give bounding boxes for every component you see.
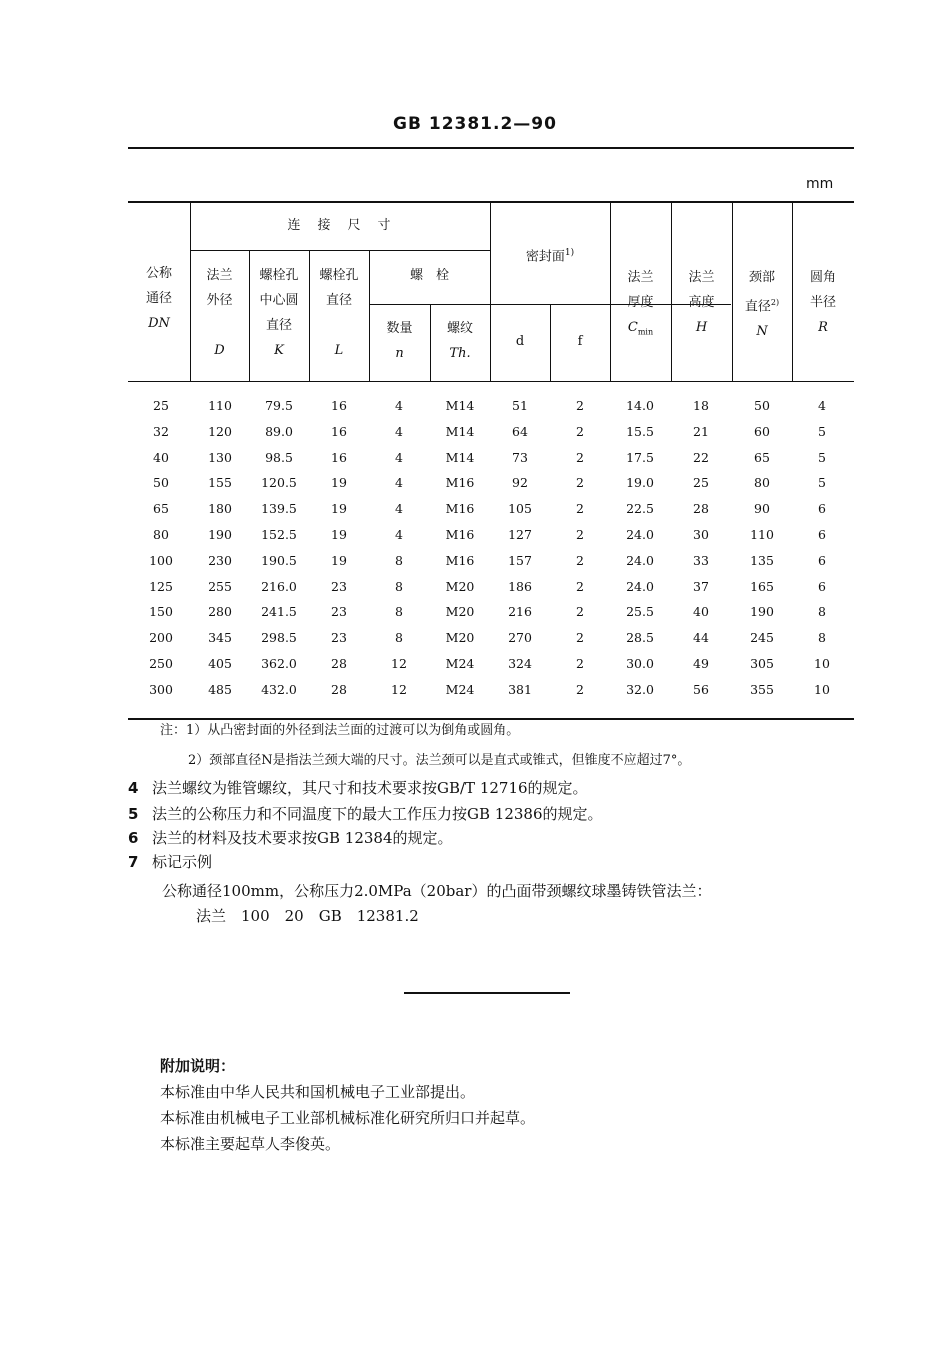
table-cell: 25.5 bbox=[626, 604, 654, 620]
table-cell: 28.5 bbox=[626, 630, 654, 646]
table-cell: 130 bbox=[208, 449, 232, 465]
table-cell: 8 bbox=[395, 578, 403, 594]
table-cell: 125 bbox=[149, 578, 173, 594]
table-cell: 241.5 bbox=[261, 604, 297, 620]
table-cell: 12 bbox=[391, 656, 407, 671]
table-cell: 60 bbox=[754, 423, 770, 439]
header-bolt-hole: 螺栓孔 直径 L bbox=[319, 268, 359, 358]
table-cell: 18 bbox=[693, 398, 709, 413]
standard-number: GB 12381.2—90 bbox=[393, 114, 557, 134]
table-cell: 345 bbox=[208, 630, 232, 646]
table-cell: 16 bbox=[331, 423, 347, 439]
table-cell: 16 bbox=[331, 449, 347, 465]
additional-notes-title: 附加说明： bbox=[160, 1057, 236, 1075]
table-cell: 23 bbox=[331, 578, 347, 594]
table-cell: 6 bbox=[818, 552, 826, 568]
table-cell: 355 bbox=[750, 681, 774, 697]
clause-7: 7 标记示例 bbox=[128, 853, 213, 871]
header-bolt-group: 螺 栓 bbox=[409, 268, 449, 283]
table-cell: 5 bbox=[818, 423, 826, 439]
table-cell: 19 bbox=[331, 552, 347, 568]
table-cell: 152.5 bbox=[261, 527, 297, 542]
header-thickness: 法兰 厚度 $C_{min}$ bbox=[627, 270, 654, 337]
table-cell: 190 bbox=[750, 604, 774, 620]
table-cell: 50 bbox=[153, 475, 169, 491]
header-neck: 颈部 直径$^{2)}$ N bbox=[744, 270, 780, 340]
table-cell: 127 bbox=[508, 527, 532, 542]
table-cell: 2 bbox=[576, 681, 584, 697]
table-cell: 92 bbox=[512, 475, 528, 491]
table-cell: 17.5 bbox=[626, 449, 654, 465]
table-cell: 51 bbox=[512, 398, 528, 413]
table-cell: 120 bbox=[208, 423, 232, 439]
table-cell: 157 bbox=[508, 552, 532, 568]
table-cell: 73 bbox=[512, 449, 528, 465]
table-cell: M14 bbox=[445, 449, 475, 465]
table-cell: 190 bbox=[208, 527, 232, 542]
table-cell: 180 bbox=[208, 501, 232, 517]
table-cell: 280 bbox=[208, 604, 232, 620]
table-cell: 105 bbox=[508, 501, 532, 517]
table-cell: 120.5 bbox=[261, 475, 297, 491]
table-cell: M20 bbox=[445, 604, 475, 620]
table-cell: 4 bbox=[395, 449, 403, 465]
table-cell: M16 bbox=[445, 501, 475, 517]
table-cell: 186 bbox=[508, 578, 532, 594]
table-cell: M16 bbox=[445, 552, 475, 568]
table-cell: 4 bbox=[395, 527, 403, 542]
header-seal-face: 密封面$^{1)}$ bbox=[525, 248, 575, 265]
additional-note-line: 本标准由中华人民共和国机械电子工业部提出。 bbox=[160, 1083, 476, 1101]
table-cell: 30.0 bbox=[626, 656, 654, 671]
clause-6: 6 法兰的材料及技术要求按GB 12384的规定。 bbox=[128, 829, 453, 847]
flange-dimension-table bbox=[128, 201, 854, 720]
table-cell: M14 bbox=[445, 423, 475, 439]
table-cell: 300 bbox=[149, 681, 173, 697]
table-cell: 6 bbox=[818, 501, 826, 517]
table-cell: 21 bbox=[693, 423, 709, 439]
table-cell: 16 bbox=[331, 398, 347, 413]
table-cell: 2 bbox=[576, 423, 584, 439]
table-cell: 23 bbox=[331, 604, 347, 620]
table-note-2: 2）颈部直径N是指法兰颈大端的尺寸。法兰颈可以是直式或锥式，但锥度不应超过7°。 bbox=[188, 753, 691, 768]
header-height: 法兰 高度 H bbox=[688, 270, 715, 335]
table-cell: 250 bbox=[149, 656, 173, 671]
table-cell: 40 bbox=[693, 604, 709, 620]
table-cell: 324 bbox=[508, 656, 532, 671]
table-cell: 110 bbox=[208, 398, 232, 413]
header-bolt-thread: 螺纹 Th. bbox=[446, 321, 473, 361]
table-cell: 19 bbox=[331, 475, 347, 491]
header-radius: 圆角 半径 R bbox=[809, 270, 836, 335]
table-cell: 24.0 bbox=[626, 578, 654, 594]
table-cell: 65 bbox=[754, 449, 770, 465]
table-note-1: 注：1）从凸密封面的外径到法兰面的过渡可以为倒角或圆角。 bbox=[160, 723, 520, 738]
table-cell: 10 bbox=[814, 656, 830, 671]
table-cell: 25 bbox=[153, 398, 169, 413]
table-cell: 10 bbox=[814, 681, 830, 697]
table-cell: 24.0 bbox=[626, 527, 654, 542]
table-cell: 298.5 bbox=[261, 630, 297, 646]
table-cell: 6 bbox=[818, 578, 826, 594]
table-cell: 8 bbox=[395, 552, 403, 568]
table-cell: 28 bbox=[331, 656, 347, 671]
table-cell: 65 bbox=[153, 501, 169, 517]
table-cell: M16 bbox=[445, 475, 475, 491]
table-cell: 245 bbox=[750, 630, 774, 646]
table-cell: 2 bbox=[576, 604, 584, 620]
table-cell: 22 bbox=[693, 449, 709, 465]
table-cell: 49 bbox=[693, 656, 709, 671]
table-cell: 25 bbox=[693, 475, 709, 491]
table-cell: M20 bbox=[445, 578, 475, 594]
table-cell: 30 bbox=[693, 527, 709, 542]
table-cell: 4 bbox=[395, 501, 403, 517]
table-cell: 89.0 bbox=[265, 423, 293, 439]
table-cell: 100 bbox=[149, 552, 173, 568]
table-cell: M20 bbox=[445, 630, 475, 646]
table-cell: 50 bbox=[754, 398, 770, 413]
table-cell: 40 bbox=[153, 449, 169, 465]
table-cell: 381 bbox=[508, 681, 532, 697]
table-cell: 2 bbox=[576, 630, 584, 646]
table-cell: 110 bbox=[750, 527, 774, 542]
header-bottom-rule bbox=[128, 381, 854, 382]
header-bolt-circle: 螺栓孔 中心圆 直径 K bbox=[259, 268, 299, 358]
marking-example-code: 法兰 100 20 GB 12381.2 bbox=[196, 907, 419, 925]
table-cell: 216 bbox=[508, 604, 532, 620]
table-cell: 90 bbox=[754, 501, 770, 517]
table-cell: 2 bbox=[576, 552, 584, 568]
additional-note-line: 本标准主要起草人李俊英。 bbox=[160, 1135, 341, 1153]
table-cell: 2 bbox=[576, 449, 584, 465]
table-cell: 64 bbox=[512, 423, 528, 439]
table-cell: 98.5 bbox=[265, 449, 293, 465]
table-cell: 37 bbox=[693, 578, 709, 594]
table-cell: 79.5 bbox=[265, 398, 293, 413]
end-rule bbox=[404, 992, 570, 994]
table-cell: 14.0 bbox=[626, 398, 654, 413]
table-cell: 23 bbox=[331, 630, 347, 646]
header-dn: 公称 通径 DN bbox=[145, 266, 172, 331]
header-connection-group: 连 接 尺 寸 bbox=[287, 218, 393, 233]
table-cell: 305 bbox=[750, 656, 774, 671]
additional-note-line: 本标准由机械电子工业部机械标准化研究所归口并起草。 bbox=[160, 1109, 536, 1127]
table-cell: 200 bbox=[149, 630, 173, 646]
table-cell: 432.0 bbox=[261, 681, 297, 697]
table-cell: 405 bbox=[208, 656, 232, 671]
table-cell: 56 bbox=[693, 681, 709, 697]
table-cell: 135 bbox=[750, 552, 774, 568]
table-cell: 8 bbox=[395, 630, 403, 646]
table-cell: 19.0 bbox=[626, 475, 654, 491]
header-flange-od: 法兰 外径 D bbox=[206, 268, 233, 358]
table-cell: 28 bbox=[693, 501, 709, 517]
table-cell: 230 bbox=[208, 552, 232, 568]
table-cell: 5 bbox=[818, 449, 826, 465]
header-rule-connection bbox=[190, 250, 490, 251]
table-cell: 22.5 bbox=[626, 501, 654, 517]
table-cell: 4 bbox=[818, 398, 826, 413]
table-cell: 44 bbox=[693, 630, 709, 646]
table-cell: 8 bbox=[395, 604, 403, 620]
table-cell: 6 bbox=[818, 527, 826, 542]
table-cell: 255 bbox=[208, 578, 232, 594]
table-cell: 155 bbox=[208, 475, 232, 491]
table-cell: 362.0 bbox=[261, 656, 297, 671]
table-cell: 2 bbox=[576, 475, 584, 491]
header-seal-d: d bbox=[515, 334, 525, 349]
table-cell: 216.0 bbox=[261, 578, 297, 594]
table-cell: 33 bbox=[693, 552, 709, 568]
table-cell: 485 bbox=[208, 681, 232, 697]
table-cell: M16 bbox=[445, 527, 475, 542]
table-cell: M14 bbox=[445, 398, 475, 413]
marking-example-description: 公称通径100mm，公称压力2.0MPa（20bar）的凸面带颈螺纹球墨铸铁管法兰： bbox=[162, 882, 712, 900]
table-cell: 32 bbox=[153, 423, 169, 439]
table-cell: 2 bbox=[576, 398, 584, 413]
header-seal-f: f bbox=[577, 334, 583, 349]
table-cell: 5 bbox=[818, 475, 826, 491]
table-cell: 2 bbox=[576, 527, 584, 542]
table-cell: 8 bbox=[818, 604, 826, 620]
table-cell: 2 bbox=[576, 501, 584, 517]
table-cell: 80 bbox=[153, 527, 169, 542]
table-cell: 165 bbox=[750, 578, 774, 594]
table-cell: 2 bbox=[576, 656, 584, 671]
table-cell: 24.0 bbox=[626, 552, 654, 568]
table-cell: M24 bbox=[445, 681, 475, 697]
table-cell: M24 bbox=[445, 656, 475, 671]
table-cell: 270 bbox=[508, 630, 532, 646]
table-cell: 150 bbox=[149, 604, 173, 620]
table-cell: 19 bbox=[331, 527, 347, 542]
table-cell: 32.0 bbox=[626, 681, 654, 697]
table-cell: 4 bbox=[395, 398, 403, 413]
col-divider bbox=[490, 203, 491, 381]
unit-label: mm bbox=[806, 176, 834, 192]
table-cell: 15.5 bbox=[626, 423, 654, 439]
table-cell: 8 bbox=[818, 630, 826, 646]
clause-5: 5 法兰的公称压力和不同温度下的最大工作压力按GB 12386的规定。 bbox=[128, 805, 603, 823]
header-rule bbox=[128, 147, 854, 149]
table-cell: 190.5 bbox=[261, 552, 297, 568]
table-cell: 4 bbox=[395, 475, 403, 491]
table-cell: 12 bbox=[391, 681, 407, 697]
header-bolt-qty: 数量 n bbox=[386, 321, 413, 361]
table-cell: 139.5 bbox=[261, 501, 297, 517]
table-cell: 28 bbox=[331, 681, 347, 697]
table-cell: 80 bbox=[754, 475, 770, 491]
clause-4: 4 法兰螺纹为锥管螺纹，其尺寸和技术要求按GB/T 12716的规定。 bbox=[128, 779, 588, 797]
table-cell: 2 bbox=[576, 578, 584, 594]
table-cell: 19 bbox=[331, 501, 347, 517]
table-cell: 4 bbox=[395, 423, 403, 439]
